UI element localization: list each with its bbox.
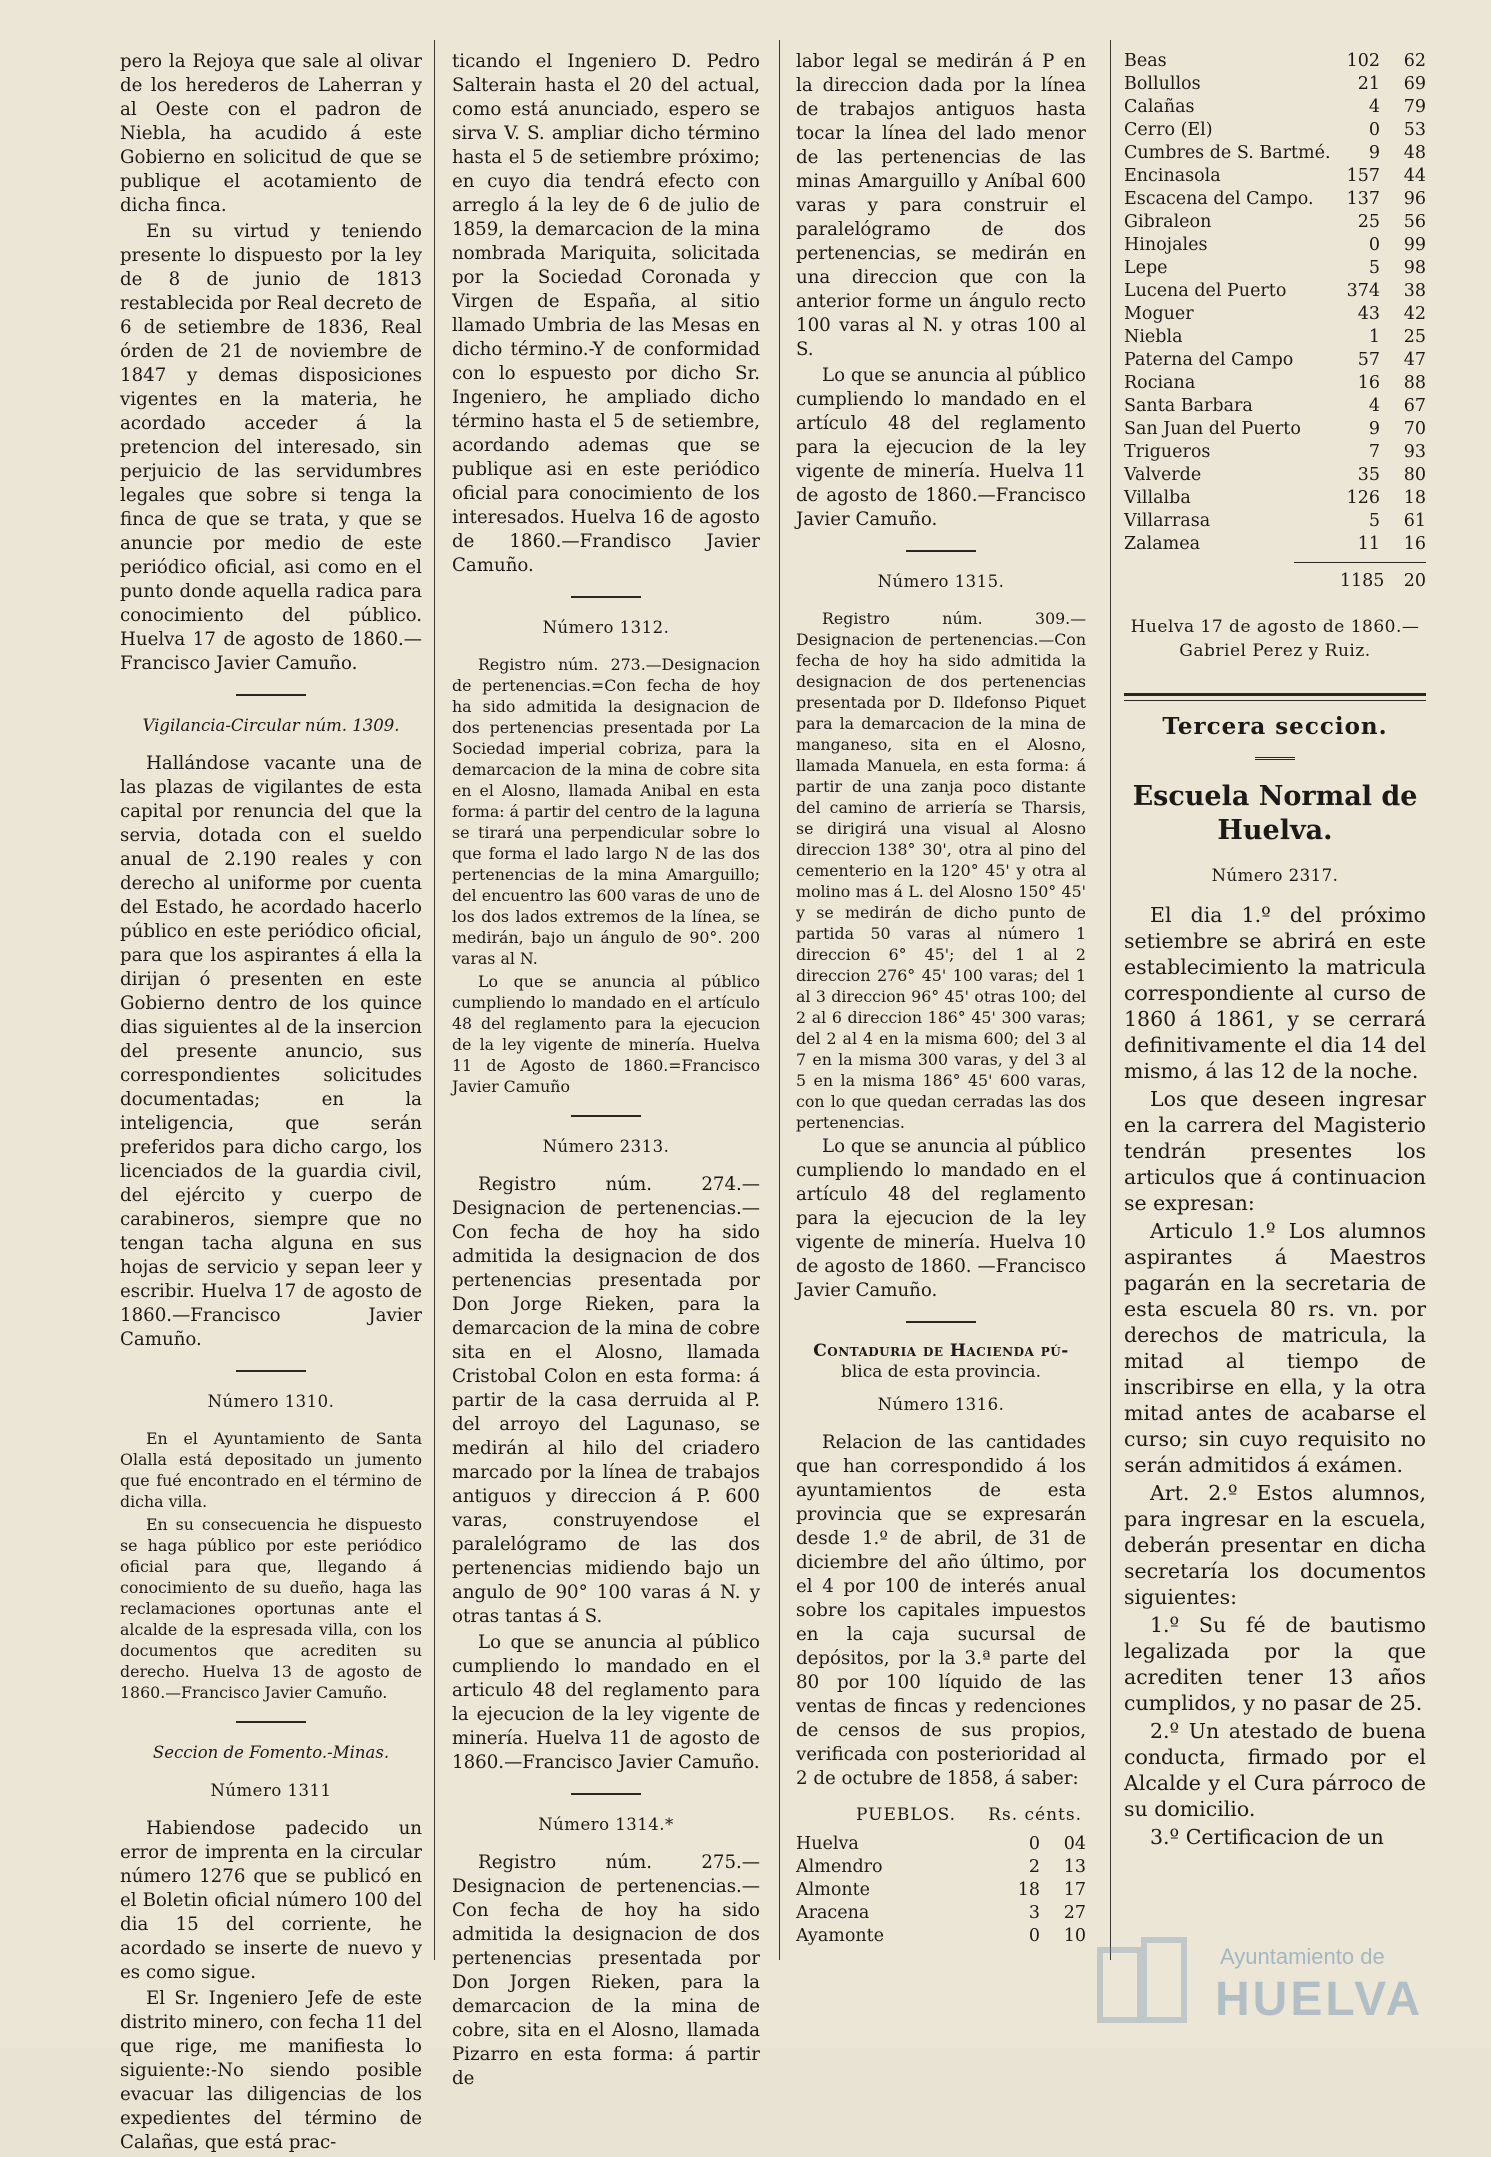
paragraph: pero la Rejoya que sale al olivar de los herederos de Laherran y al Oeste con el padron de Niebla, ha acudido á este Gobierno en solicitud de que se publique el acotamiento de dicha finca. <box>120 51 422 216</box>
table-row <box>796 1902 1086 1925</box>
watermark-line-1: Ayuntamiento de <box>1220 1944 1385 1969</box>
table-row <box>1124 510 1426 533</box>
town-reales: 18 <box>1017 1880 1040 1900</box>
town-centimos: 16 <box>1403 534 1426 554</box>
divider <box>906 550 976 552</box>
contaduria-heading <box>796 1341 1086 1383</box>
town-name: Encinasola <box>1124 166 1221 186</box>
notice-number: Número 1311 <box>210 1781 332 1800</box>
paragraph: Art. 2.º Estos alumnos, para ingresar en la escuela, deberán presentar en dicha secretaría los documentos siguientes: <box>1124 1481 1426 1609</box>
paragraph: Hallándose vacante una de las plazas de vigilantes de esta capital por renuncia del que la servia, dotada con el sueldo anual de 2.190 reales y con derecho al uniforme por cuenta del Estado, he acordado hacerlo público en este periódico oficial, para que los aspirantes á ella la dirijan ó presenten en este Gobierno dentro de los quince dias siguientes al de la insercion del presente anuncio, sus correspondientes solicitudes documentadas; en la inteligencia, que serán preferidos para dicho cargo, los licenciados de la guardia civil, del ejército y cuerpo de carabineros, siempre que no tengan tacha alguna en sus hojas de servicio y sepan leer y escribir. Huelva 17 de agosto de 1860.—Francisco Javier Camuño. <box>120 753 422 1350</box>
table-row <box>1124 234 1426 257</box>
notice-number: Número 1316. <box>877 1395 1005 1414</box>
town-name: Lepe <box>1124 258 1168 278</box>
town-reales: 4 <box>1368 97 1380 117</box>
town-name: Bollullos <box>1124 74 1201 94</box>
th-rs-cents: Rs. cénts. <box>988 1805 1082 1825</box>
escuela-normal-title: Escuela Normal de Huelva. <box>1132 781 1418 846</box>
divider <box>236 694 306 696</box>
town-reales: 137 <box>1346 189 1380 209</box>
towns-table-part-2 <box>1124 50 1426 556</box>
town-name: Aracena <box>796 1903 870 1923</box>
paragraph: 1.º Su fé de bautismo legalizada por la que acrediten tener 13 años cumplidos, y no pasar de 25. <box>1124 1613 1426 1715</box>
section-rule <box>1124 693 1426 696</box>
paragraph: Articulo 1.º Los alumnos aspirantes á Maestros pagarán en la secretaria de esta escuela 80 rs. vn. por derechos de matricula, la mitad al tiempo de inscribirse en ella, y la otra mitad antes de acabarse el curso; sin cuyo requisito no serán admitidos á exámen. <box>1124 1219 1426 1477</box>
town-name: Villarrasa <box>1124 511 1211 531</box>
town-centimos: 44 <box>1403 166 1426 186</box>
town-reales: 16 <box>1357 373 1380 393</box>
paragraph: El dia 1.º del próximo setiembre se abrirá en este establecimiento la matricula correspondiente al curso de 1860 á 1861, y se cerrará definitivamente el dia 14 del mismo, á las 12 de la noche. <box>1124 903 1426 1083</box>
town-centimos: 93 <box>1403 442 1426 462</box>
table-row <box>1124 257 1426 280</box>
paragraph: Registro núm. 275.—Designacion de pertenencias.—Con fecha de hoy ha sido admitida la designacion de dos pertenencias presentada por Don Jorgen Rieken, para la demarcacion de la mina de cobre, sita en el Alosno, llamada Pizarro en esta forma: á partir de <box>452 1852 760 2089</box>
table-row <box>796 1856 1086 1879</box>
town-name: Valverde <box>1124 465 1202 485</box>
table-row <box>1124 211 1426 234</box>
notice-number: Número 1314.* <box>538 1815 674 1834</box>
town-centimos: 88 <box>1403 373 1426 393</box>
table-row <box>1124 533 1426 556</box>
town-name: Hinojales <box>1124 235 1208 255</box>
paragraph: Lo que se anuncia al público cumpliendo lo mandado en el artículo 48 del reglamento para la ejecucion de la ley vigente de minería. Huelva 11 de Agosto de 1860.=Francisco Javier Camuño <box>452 972 760 1096</box>
town-reales: 3 <box>1028 1903 1040 1923</box>
town-reales: 4 <box>1368 396 1380 416</box>
town-name: Gibraleon <box>1124 212 1212 232</box>
town-reales: 0 <box>1028 1926 1040 1946</box>
town-reales: 0 <box>1028 1834 1040 1854</box>
tercera-seccion-heading: Tercera seccion. <box>1162 713 1388 740</box>
paragraph: 3.º Certificacion de un <box>1150 1825 1384 1849</box>
section-rule <box>1124 700 1426 701</box>
column-3 <box>796 50 1086 1948</box>
column-4 <box>1124 50 1426 1852</box>
table-row <box>1124 280 1426 303</box>
table-row <box>1124 303 1426 326</box>
table-row <box>1124 487 1426 510</box>
town-name: Huelva <box>796 1834 859 1854</box>
town-centimos: 79 <box>1403 97 1426 117</box>
town-name: Beas <box>1124 51 1167 71</box>
towns-table-part-1 <box>796 1833 1086 1948</box>
town-name: Villalba <box>1124 488 1191 508</box>
table-row <box>1124 73 1426 96</box>
table-row <box>1124 418 1426 441</box>
town-reales: 35 <box>1357 465 1380 485</box>
table-row <box>1124 372 1426 395</box>
th-pueblos: PUEBLOS. <box>856 1805 957 1825</box>
table-row <box>1124 326 1426 349</box>
town-centimos: 42 <box>1403 304 1426 324</box>
table-row <box>1124 349 1426 372</box>
town-name: Escacena del Campo. <box>1124 189 1314 209</box>
table-row <box>1124 50 1426 73</box>
town-centimos: 56 <box>1403 212 1426 232</box>
paragraph: El Sr. Ingeniero Jefe de este distrito minero, con fecha 11 del que rige, me manifiesta lo siguiente:-No siendo posible evacuar las diligencias de los expedientes del término de Calañas, que está prac- <box>120 1988 422 2153</box>
town-centimos: 99 <box>1403 235 1426 255</box>
section-heading: Vigilancia-Circular núm. 1309. <box>142 716 400 735</box>
paragraph: Registro núm. 273.—Designacion de pertenencias.=Con fecha de hoy ha sido admitida la designacion de dos pertenencias presentada por La Sociedad imperial cobriza, para la demarcacion de la mina de cobre sita en el Alosno, llamada Anibal en esta forma: á partir del centro de la laguna se tirará una perpendicular sobre lo que forma el lado largo N de las dos pertenencias de la mina Amarguillo; del encuentro las 600 varas de uno de los dos lados extremos de la línea, se medirán, bajo un ángulo de 90°. 200 varas al N. <box>452 655 760 968</box>
town-centimos: 67 <box>1403 396 1426 416</box>
contaduria-line-2: blica de esta provincia. <box>840 1362 1042 1382</box>
town-centimos: 04 <box>1063 1834 1086 1854</box>
paragraph: Registro núm. 309.—Designacion de pertenencias.—Con fecha de hoy ha sido admitida la designacion de dos pertenencias presentada por D. Ildefonso Piquet para la demarcacion de la mina de manganeso, sita en el Alosno, llamada Manuela, en esta forma: á partir de una zanja poco distante del camino de arriería se Tharsis, se dirigirá una visual al Alosno direccion 138° 30', otra al pino del cementerio en la 120° 45' y otra al molino mas á L. del Alosno 150° 45' y se medirán de dicho punto de partida 50 varas al número 1 direccion 6° 45'; del 1 al 2 direccion 276° 45' 100 varas; del 1 al 3 direccion 96° 45' otras 100; del 2 al 6 direccion 186° 45' 300 varas; del 2 al 4 en la misma 600; del 3 al 7 en la misma 300 varas, y del 3 al 5 en la misma 186° 45' 600 varas, con lo que quedan cerradas las dos pertenencias. <box>796 609 1086 1132</box>
paragraph: Relacion de las cantidades que han correspondido á los ayuntamientos de esta provincia que se expresarán desde 1.º de abril, de 31 de diciembre del año último, por el 4 por 100 de interés anual sobre los capitales impuestos en la caja sucursal de depósitos, por la 3.ª parte del 80 por 100 líquido de las ventas de fincas y redenciones de censos de sus propios, verificada con posterioridad al 2 de octubre de 1858, á saber: <box>796 1432 1086 1789</box>
table-row <box>796 1833 1086 1856</box>
notice-number: Número 2313. <box>542 1137 670 1156</box>
town-reales: 5 <box>1368 511 1380 531</box>
notice-number: Número 1315. <box>877 572 1005 591</box>
town-reales: 102 <box>1346 51 1380 71</box>
town-centimos: 18 <box>1403 488 1426 508</box>
divider <box>906 1321 976 1323</box>
town-reales: 9 <box>1368 419 1380 439</box>
column-rule <box>779 40 780 1960</box>
table-row <box>1124 395 1426 418</box>
town-reales: 157 <box>1346 166 1380 186</box>
divider <box>571 1793 641 1795</box>
paragraph: Lo que se anuncia al público cumpliendo lo mandado en el artículo 48 del reglamento para la ejecucion de la ley vigente de minería. Huelva 11 de agosto de 1860.—Francisco Javier Camuño. <box>796 365 1086 530</box>
town-name: Almendro <box>796 1857 883 1877</box>
town-reales: 0 <box>1368 235 1380 255</box>
paragraph: ticando el Ingeniero D. Pedro Salterain hasta el 20 del actual, como está anunciado, espero se sirva V. S. ampliar dicho término hasta el 5 de setiembre próximo; en cuyo dia tendrá efecto con arreglo á la ley de 6 de julio de 1859, la demarcacion de la mina nombrada Mariquita, solicitada por la Sociedad Coronada y Virgen de España, al sitio llamado Umbria de las Mesas en dicho término.-Y de conformidad con lo espuesto por dicho Sr. Ingeniero, he ampliado dicho término hasta el 5 de setiembre, acordando ademas que se publique asi en este periódico oficial para conocimiento de los interesados. Huelva 16 de agosto de 1860.—Frandisco Javier Camuño. <box>452 51 760 576</box>
column-rule <box>1110 40 1111 1960</box>
divider <box>236 1721 306 1723</box>
table-row <box>1124 165 1426 188</box>
paragraph: labor legal se medirán á P en la direccion dada por la línea de trabajos antiguos hasta tocar la línea del lado menor de las pertenencias de las minas Amarguillo y Aníbal 600 varas y para construir el paralelógramo de dos pertenencias, se medirán en una direccion que con la anterior forme un ángulo recto 100 varas al N. y otras 100 al S. <box>796 51 1086 360</box>
table-header <box>796 1803 1086 1827</box>
paragraph: Habiendose padecido un error de imprenta en la circular número 1276 que se publicó en el Boletin oficial número 100 del dia 15 del corriente, he acordado se inserte de nuevo y es como sigue. <box>120 1818 422 1983</box>
town-reales: 21 <box>1357 74 1380 94</box>
town-centimos: 25 <box>1403 327 1426 347</box>
town-centimos: 10 <box>1063 1926 1086 1946</box>
town-centimos: 38 <box>1403 281 1426 301</box>
town-centimos: 70 <box>1403 419 1426 439</box>
table-total <box>1294 562 1426 593</box>
town-centimos: 96 <box>1403 189 1426 209</box>
town-centimos: 47 <box>1403 350 1426 370</box>
notice-number: Número 1310. <box>207 1392 335 1411</box>
town-centimos: 13 <box>1063 1857 1086 1877</box>
town-name: Almonte <box>796 1880 871 1900</box>
town-reales: 9 <box>1368 143 1380 163</box>
town-name: Santa Barbara <box>1124 396 1253 416</box>
town-centimos: 98 <box>1403 258 1426 278</box>
table-row <box>1124 142 1426 165</box>
town-name: Cumbres de S. Bartmé. <box>1124 143 1331 163</box>
total-centimos: 20 <box>1403 571 1426 591</box>
town-centimos: 53 <box>1403 120 1426 140</box>
column-rule <box>434 40 435 1960</box>
divider <box>236 1370 306 1372</box>
town-reales: 374 <box>1346 281 1380 301</box>
town-centimos: 69 <box>1403 74 1426 94</box>
table-row <box>1124 119 1426 142</box>
paragraph: En el Ayuntamiento de Santa Olalla está depositado un jumento que fué encontrado en el término de dicha villa. <box>120 1429 422 1511</box>
town-name: San Juan del Puerto <box>1124 419 1301 439</box>
notice-number: Número 2317. <box>1211 866 1339 885</box>
table-row <box>1124 464 1426 487</box>
paragraph: Registro núm. 274.—Designacion de pertenencias.—Con fecha de hoy ha sido admitida la designacion de dos pertenencias presentada por Don Jorge Rieken, para la demarcacion de la mina de cobre sita en el Alosno, llamada Cristobal Colon en esta forma: á partir de la casa derruida al P. del arroyo del Lagunaso, se medirán al hilo del criadero marcado por la línea de trabajos antiguos y direccion á P. 600 varas, construyendose el paralelógramo de las dos pertenencias midiendo bajo un angulo de 90° 100 varas á N. y otras tantas á S. <box>452 1174 760 1627</box>
town-name: Niebla <box>1124 327 1183 347</box>
divider <box>571 596 641 598</box>
town-name: Paterna del Campo <box>1124 350 1294 370</box>
paragraph: Los que deseen ingresar en la carrera del Magisterio tendrán presentes los articulos que á continuacion se expresan: <box>1124 1087 1426 1215</box>
town-reales: 57 <box>1357 350 1380 370</box>
divider <box>571 1115 641 1117</box>
town-name: Ayamonte <box>796 1926 885 1946</box>
section-heading: Seccion de Fomento.-Minas. <box>152 1743 390 1762</box>
town-reales: 43 <box>1357 304 1380 324</box>
paragraph: Lo que se anuncia al público cumpliendo lo mandado en el articulo 48 del reglamento para la ejecucion de la ley vigente de minería. Huelva 11 de agosto de 1860.—Francisco Javier Camuño. <box>452 1632 760 1773</box>
town-reales: 0 <box>1368 120 1380 140</box>
column-1 <box>120 50 422 2157</box>
town-name: Rociana <box>1124 373 1196 393</box>
table-row <box>1124 96 1426 119</box>
town-centimos: 48 <box>1403 143 1426 163</box>
signoff: Huelva 17 de agosto de 1860.—Gabriel Perez y Ruiz. <box>1130 617 1420 661</box>
town-name: Moguer <box>1124 304 1194 324</box>
table-row <box>1124 441 1426 464</box>
town-reales: 5 <box>1368 258 1380 278</box>
town-name: Calañas <box>1124 97 1195 117</box>
town-reales: 25 <box>1357 212 1380 232</box>
town-centimos: 61 <box>1403 511 1426 531</box>
town-centimos: 80 <box>1403 465 1426 485</box>
table-row <box>1124 188 1426 211</box>
paragraph: En su virtud y teniendo presente lo dispuesto por la ley de 8 de junio de 1813 restablecida por Real decreto de 6 de setiembre de 1836, Real órden de 21 de noviembre de 1847 y demas disposiciones vigentes en la materia, he acordado acceder á la pretencion del interesado, sin perjuicio de las servidumbres legales que sobre si tenga la finca de que se trata, y que se anuncie por medio de este periódico oficial, asi como en el punto donde aquella radica para conocimiento del público. Huelva 17 de agosto de 1860.—Francisco Javier Camuño. <box>120 221 422 674</box>
town-name: Zalamea <box>1124 534 1201 554</box>
town-reales: 11 <box>1357 534 1380 554</box>
town-centimos: 27 <box>1063 1903 1086 1923</box>
watermark-line-2: HUELVA <box>1215 1973 1424 2026</box>
column-2 <box>452 50 760 2093</box>
town-reales: 126 <box>1346 488 1380 508</box>
table-row <box>796 1925 1086 1948</box>
paragraph: 2.º Un atestado de buena conducta, firmado por el Alcalde y el Cura párroco de su domicilio. <box>1124 1719 1426 1821</box>
paragraph: En su consecuencia he dispuesto se haga público por este periódico oficial para que, llegando á conocimiento de su dueño, haga las reclamaciones oportunas ante el alcalde de la espresada villa, con los documentos que acrediten su derecho. Huelva 13 de agosto de 1860.—Francisco Javier Camuño. <box>120 1515 422 1702</box>
town-name: Lucena del Puerto <box>1124 281 1287 301</box>
town-centimos: 62 <box>1403 51 1426 71</box>
notice-number: Número 1312. <box>542 618 670 637</box>
town-reales: 1 <box>1368 327 1380 347</box>
table-row <box>796 1879 1086 1902</box>
divider <box>1255 757 1295 760</box>
paragraph: Lo que se anuncia al público cumpliendo lo mandado en el artículo 48 del reglamento para la ejecucion de la ley vigente de minería. Huelva 10 de agosto de 1860. —Francisco Javier Camuño. <box>796 1136 1086 1301</box>
total-reales: 1185 <box>1339 571 1385 591</box>
town-reales: 2 <box>1028 1857 1040 1877</box>
contaduria-line-1: Contaduria de Hacienda pú- <box>813 1341 1069 1361</box>
town-name: Trigueros <box>1124 442 1211 462</box>
town-centimos: 17 <box>1063 1880 1086 1900</box>
town-name: Cerro (El) <box>1124 120 1213 140</box>
town-reales: 7 <box>1368 442 1380 462</box>
